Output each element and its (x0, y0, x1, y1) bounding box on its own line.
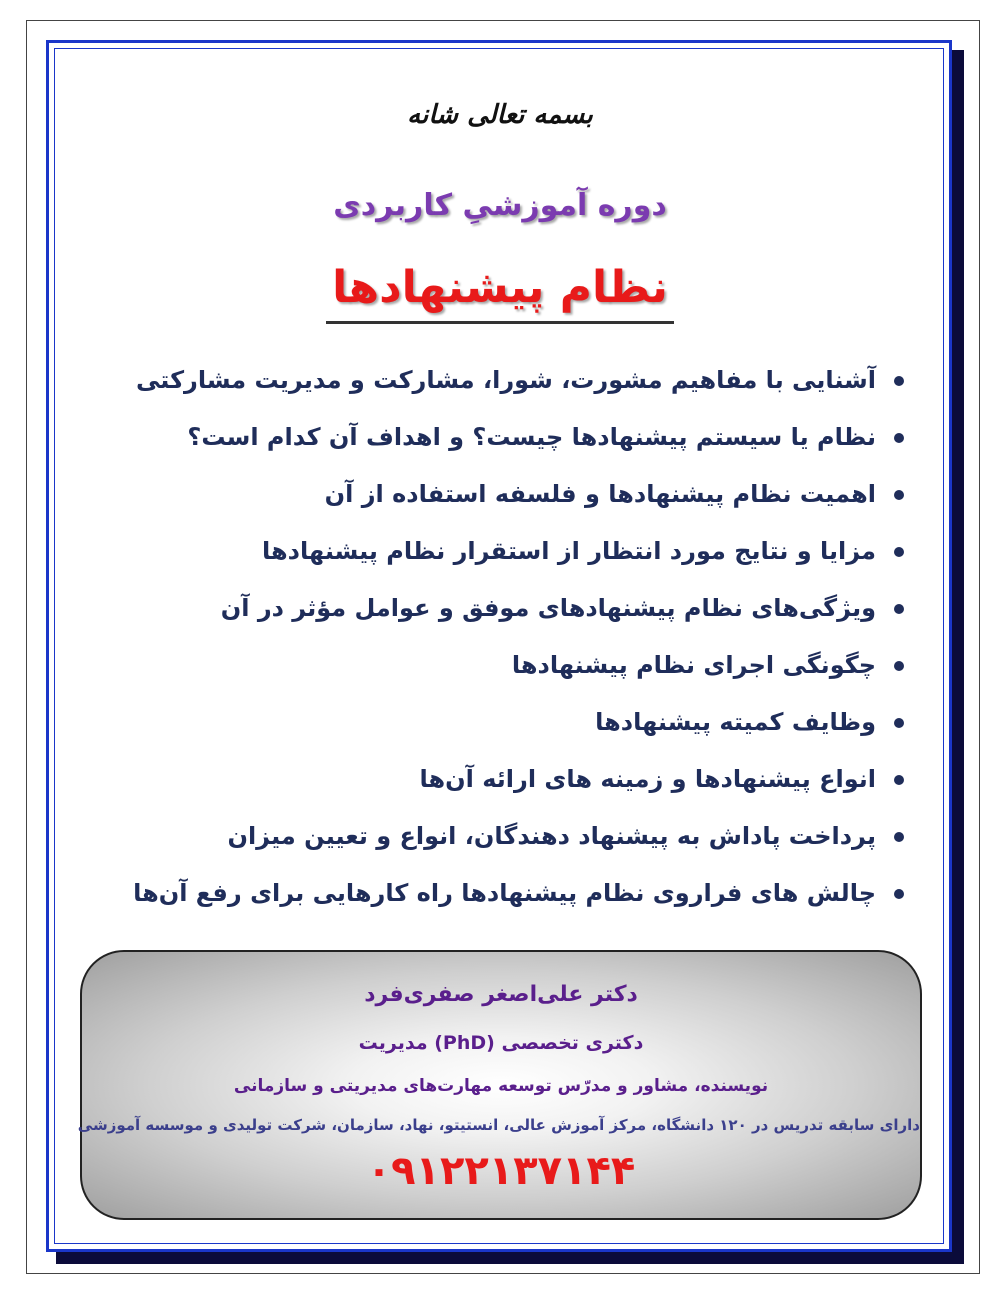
list-item (110, 409, 910, 466)
topic-text: چگونگی اجرای نظام پیشنهادها (511, 651, 876, 679)
topic-text: انواع پیشنهادها و زمینه های ارائه آن‌ها (419, 765, 876, 793)
bullet-icon (894, 775, 904, 785)
list-item (110, 637, 910, 694)
instructor-info-box (77, 950, 922, 1220)
list-item (110, 694, 910, 751)
instructor-role: نویسنده، مشاور و مدرّس توسعه مهارت‌های مدیریتی و سازمانی (233, 1076, 769, 1096)
bullet-icon (894, 547, 904, 557)
bullet-icon (894, 661, 904, 671)
topic-text: وظایف کمیته پیشنهادها (595, 708, 876, 736)
instructor-degree: دکتری تخصصی (PhD) مدیریت (358, 1032, 644, 1054)
bullet-icon (894, 490, 904, 500)
course-type-heading: دوره آموزشیِ کاربردی (333, 188, 667, 223)
topic-text: نظام یا سیستم پیشنهادها چیست؟ و اهداف آن کدام است؟ (187, 423, 876, 451)
course-title (0, 262, 1000, 324)
topic-text: ویژگی‌های نظام پیشنهادهای موفق و عوامل مؤثر در آن (220, 594, 876, 622)
phone-number: ۰۹۱۲۲۱۳۷۱۴۴ (366, 1148, 636, 1194)
bismillah-heading: بسمه تعالی شانه (407, 100, 593, 130)
list-item (110, 466, 910, 523)
instructor-experience: دارای سابقه تدریس در ۱۲۰ دانشگاه، مرکز آموزش عالی، انستیتو، نهاد، سازمان، شرکت تولیدی و موسسه آموزشی (77, 1116, 920, 1134)
list-item (110, 523, 910, 580)
list-item (110, 865, 910, 922)
topic-text: آشنایی با مفاهیم مشورت، شورا، مشارکت و مدیریت مشارکتی (135, 366, 876, 394)
bullet-icon (894, 433, 904, 443)
list-item (110, 352, 910, 409)
instructor-name: دکتر علی‌اصغر صفری‌فرد (364, 982, 638, 1007)
bullet-icon (894, 718, 904, 728)
bullet-icon (894, 832, 904, 842)
list-item (110, 808, 910, 865)
list-item (110, 580, 910, 637)
topic-text: چالش های فراروی نظام پیشنهادها راه کارهایی برای رفع آن‌ها (133, 879, 876, 907)
topic-text: مزایا و نتایج مورد انتظار از استقرار نظام پیشنهادها (262, 537, 876, 565)
list-item (110, 751, 910, 808)
bullet-icon (894, 376, 904, 386)
topic-text: پرداخت پاداش به پیشنهاد دهندگان، انواع و تعیین میزان (227, 822, 876, 850)
bullet-icon (894, 889, 904, 899)
bullet-icon (894, 604, 904, 614)
topic-list (110, 352, 910, 922)
course-title-text: نظام پیشنهادها (326, 262, 674, 324)
topic-text: اهمیت نظام پیشنهادها و فلسفه استفاده از آن (324, 480, 876, 508)
